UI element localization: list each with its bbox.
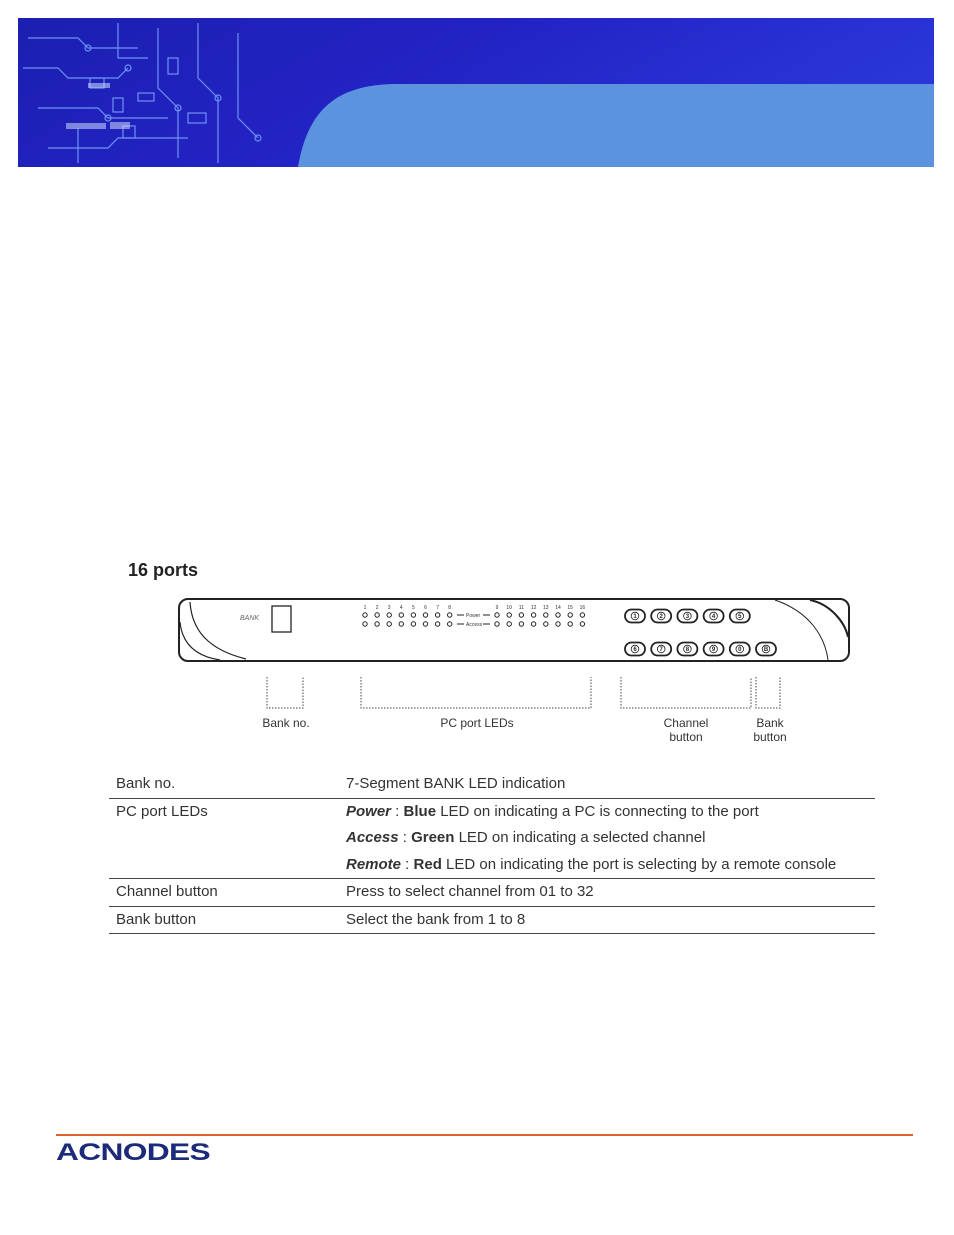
- access-led-6: [423, 622, 427, 626]
- channel-button-label-B: B: [763, 647, 769, 654]
- access-led-4: [399, 622, 403, 626]
- channel-button-bracket: [621, 677, 751, 708]
- pc-port-leds-bracket: [361, 677, 591, 708]
- power-led-description: Power : Blue LED on indicating a PC is connecting to the port: [346, 802, 759, 820]
- callout-pc-port-leds: PC port LEDs: [440, 716, 514, 730]
- callout-bank-line2: button: [753, 730, 787, 744]
- footer-rule: [56, 1134, 913, 1136]
- remote-keyword: Remote: [346, 855, 402, 873]
- channel-button-label-8: 8: [685, 647, 690, 654]
- access-led-7: [435, 622, 439, 626]
- bank-button-bracket: [756, 677, 780, 708]
- section-title: 16 ports: [128, 560, 199, 580]
- led-number-2: 2: [375, 605, 379, 611]
- table-row-bank-button: [109, 906, 875, 934]
- led-number-9: 9: [495, 605, 499, 611]
- led-number-12: 12: [530, 605, 537, 611]
- callout-brackets: [267, 677, 780, 708]
- led-number-3: 3: [387, 605, 391, 611]
- bank-segment-display: [272, 606, 291, 632]
- power-led-16: [580, 613, 584, 617]
- power-led-14: [556, 613, 560, 617]
- power-led-15: [568, 613, 572, 617]
- channel-button-label-6: 6: [633, 647, 637, 654]
- banner-curve: [298, 84, 934, 167]
- access-led-15: [568, 622, 572, 626]
- green-color-word: Green: [411, 829, 455, 846]
- front-panel-diagram: [170, 592, 870, 752]
- access-led-3: [387, 622, 391, 626]
- power-keyword: Power: [346, 802, 392, 820]
- led-number-6: 6: [424, 605, 427, 611]
- channel-button-label-0: 0: [738, 647, 742, 654]
- table-row-channel-button: [109, 879, 875, 907]
- channel-button-label-1: 1: [633, 614, 637, 621]
- channel-buttons-top: [625, 610, 750, 623]
- led-number-11: 11: [518, 605, 525, 611]
- channel-button-label-5: 5: [738, 614, 742, 621]
- led-number-1: 1: [363, 605, 367, 611]
- led-number-14: 14: [555, 605, 561, 611]
- power-led-5: [411, 613, 415, 617]
- access-led-11: [519, 622, 523, 626]
- led-number-8: 8: [448, 605, 452, 611]
- row-label-channel-button: Channel button: [116, 883, 218, 900]
- access-led-2: [375, 622, 379, 626]
- access-led-12: [531, 622, 535, 626]
- table-row-bank-no: [109, 771, 875, 798]
- power-led-12: [531, 613, 535, 617]
- access-led-13: [544, 622, 548, 626]
- led-number-15: 15: [567, 605, 573, 611]
- power-led-3: [387, 613, 391, 617]
- row-desc-bank-button: Select the bank from 1 to 8: [346, 910, 526, 928]
- power-led-13: [544, 613, 548, 617]
- channel-button-label-4: 4: [711, 614, 716, 621]
- power-led-2: [375, 613, 379, 617]
- channel-button-label-2: 2: [659, 614, 663, 621]
- row-desc-channel-button: Press to select channel from 01 to 32: [346, 883, 594, 900]
- row-label-bank-button: Bank button: [116, 910, 197, 928]
- led-number-4: 4: [399, 605, 403, 611]
- table-row-pc-port-leds: [109, 798, 875, 879]
- logo-text: ACNODES: [56, 1139, 211, 1166]
- power-led-6: [423, 613, 427, 617]
- led-number-10: 10: [506, 605, 512, 611]
- header-banner: [18, 18, 934, 167]
- power-led-4: [399, 613, 403, 617]
- power-led-10: [507, 613, 511, 617]
- channel-button-label-3: 3: [685, 614, 690, 621]
- red-color-word: Red: [413, 855, 442, 873]
- description-table: [109, 771, 875, 934]
- remote-led-description: Remote : Red LED on indicating the port is selecting by a remote console: [346, 855, 837, 873]
- access-led-14: [556, 622, 560, 626]
- access-led-row-label: Access: [466, 622, 483, 628]
- access-led-8: [448, 622, 452, 626]
- power-led-8: [448, 613, 452, 617]
- access-led-10: [507, 622, 511, 626]
- callout-channel-line1: Channel: [663, 716, 709, 730]
- access-led-5: [411, 622, 415, 626]
- acnodes-logo: [56, 1138, 216, 1171]
- access-led-description: Access : Green LED on indicating a selected channel: [346, 829, 706, 846]
- led-number-16: 16: [579, 605, 586, 611]
- callout-bank-line1: Bank: [756, 716, 784, 730]
- bank-no-bracket: [267, 677, 303, 708]
- power-led-7: [435, 613, 439, 617]
- access-led-9: [495, 622, 499, 626]
- led-number-7: 7: [436, 605, 439, 611]
- channel-button-label-7: 7: [659, 647, 663, 654]
- power-led-9: [495, 613, 499, 617]
- channel-button-label-9: 9: [711, 647, 716, 654]
- power-led-row-label: Power: [466, 613, 481, 619]
- power-led-1: [363, 613, 367, 617]
- led-number-5: 5: [412, 605, 415, 611]
- blue-color-word: Blue: [403, 802, 437, 820]
- callout-channel-line2: button: [669, 730, 703, 744]
- panel-bank-label: BANK: [240, 615, 260, 622]
- led-number-13: 13: [543, 605, 549, 611]
- access-keyword: Access: [346, 829, 399, 846]
- access-led-16: [580, 622, 584, 626]
- access-led-1: [363, 622, 367, 626]
- row-desc-bank-no: 7-Segment BANK LED indication: [346, 775, 566, 792]
- row-label-bank-no: Bank no.: [116, 775, 176, 792]
- callout-bank-no: Bank no.: [262, 716, 310, 730]
- power-led-11: [519, 613, 523, 617]
- row-label-pc-port-leds: PC port LEDs: [116, 802, 208, 820]
